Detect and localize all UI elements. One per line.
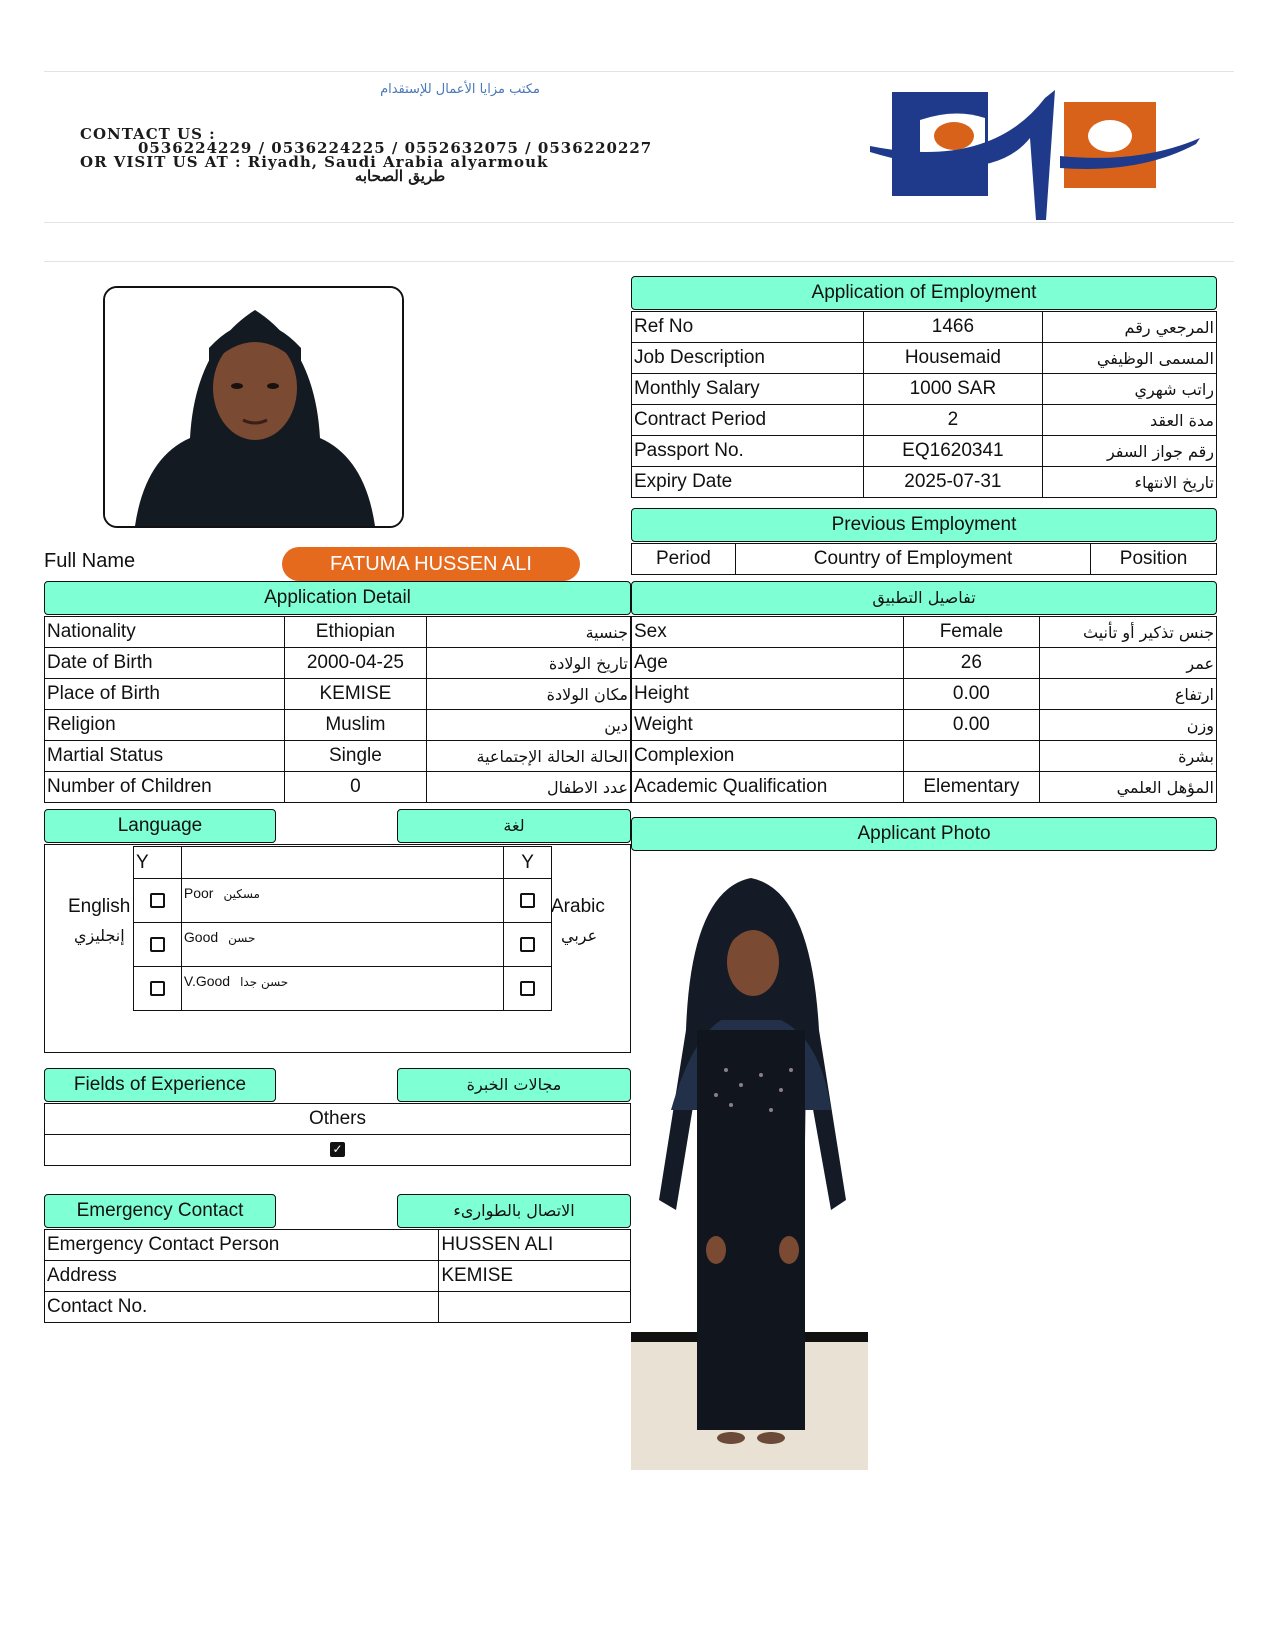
row-label: Martial Status [45, 741, 285, 772]
row-label: Date of Birth [45, 648, 285, 679]
level-label: Good [183, 929, 219, 945]
row-label-ar: دين [427, 710, 631, 741]
experience-check-cell [45, 1135, 631, 1166]
row-label: Sex [632, 617, 904, 648]
level-label-ar: مسكين [223, 887, 260, 901]
employment-table [631, 311, 1217, 498]
others-checkbox[interactable]: ✓ [330, 1142, 345, 1157]
column-y-english: Y [134, 847, 182, 879]
table-row [632, 343, 1217, 374]
experience-header-ar: مجالات الخبرة [397, 1068, 631, 1102]
table-row [134, 879, 552, 923]
row-label-ar: تاريخ الولادة [427, 648, 631, 679]
row-value: KEMISE [284, 679, 427, 710]
portrait-image [105, 288, 402, 526]
level-label: Poor [183, 885, 214, 901]
row-value: 0.00 [903, 710, 1040, 741]
table-row [45, 772, 631, 803]
emergency-header: Emergency Contact [44, 1194, 276, 1228]
row-value [439, 1292, 631, 1323]
row-label-ar: المرجعي رقم [1043, 312, 1217, 343]
contact-address: OR VISIT US AT : Riyadh, Saudi Arabia alyarmouk [80, 153, 549, 171]
row-value: 2025-07-31 [863, 467, 1043, 498]
table-row [45, 679, 631, 710]
row-label: Job Description [632, 343, 864, 374]
row-label-ar: جنسية [427, 617, 631, 648]
row-value: EQ1620341 [863, 436, 1043, 467]
contact-info [80, 127, 800, 183]
row-value [903, 741, 1040, 772]
row-value: Elementary [903, 772, 1040, 803]
row-label: Height [632, 679, 904, 710]
row-value: Muslim [284, 710, 427, 741]
row-label: Nationality [45, 617, 285, 648]
applicant-photo-header: Applicant Photo [631, 817, 1217, 851]
english-good-checkbox[interactable] [150, 937, 165, 952]
row-label: Monthly Salary [632, 374, 864, 405]
contact-phones: 0536224229 / 0536224225 / 0552632075 / 0536220227 [138, 139, 653, 157]
experience-header: Fields of Experience [44, 1068, 276, 1102]
table-row [632, 741, 1217, 772]
level-label-ar: حسن [228, 931, 256, 945]
table-row [45, 710, 631, 741]
row-label: Complexion [632, 741, 904, 772]
contact-line-1: CONTACT US : [80, 125, 216, 143]
level-label-ar: حسن جدا [240, 975, 289, 989]
row-value: 0.00 [903, 679, 1040, 710]
row-label: Contact No. [45, 1292, 439, 1323]
contact-street: طريق الصحابه [354, 167, 446, 185]
row-label: Religion [45, 710, 285, 741]
arabic-poor-checkbox[interactable] [520, 893, 535, 908]
candidate-portrait [103, 286, 404, 528]
english-label-ar: إنجليزي [74, 926, 125, 945]
application-detail-right-table [631, 616, 1217, 803]
table-row [632, 648, 1217, 679]
table-row [632, 772, 1217, 803]
section-rule [44, 261, 1234, 262]
experience-field-others: Others [45, 1104, 631, 1135]
arabic-good-cell [504, 923, 552, 967]
office-logo [870, 78, 1215, 220]
table-row [632, 617, 1217, 648]
arabic-label-ar: عربي [561, 926, 598, 945]
row-value: Housemaid [863, 343, 1043, 374]
row-label: Expiry Date [632, 467, 864, 498]
language-header: Language [44, 809, 276, 843]
row-label-ar: عدد الاطفال [427, 772, 631, 803]
row-label-ar: مدة العقد [1043, 405, 1217, 436]
row-label: Weight [632, 710, 904, 741]
employment-header: Application of Employment [631, 276, 1217, 310]
row-value: 1000 SAR [863, 374, 1043, 405]
row-label-ar: جنس تذكير أو تأنيث [1040, 617, 1217, 648]
table-row [45, 1261, 631, 1292]
row-label: Academic Qualification [632, 772, 904, 803]
english-poor-cell [134, 879, 182, 923]
table-row [632, 405, 1217, 436]
row-label: Ref No [632, 312, 864, 343]
row-label-ar: مكان الولادة [427, 679, 631, 710]
full-name-value: FATUMA HUSSEN ALI [282, 547, 580, 581]
row-label: Number of Children [45, 772, 285, 803]
arabic-good-checkbox[interactable] [520, 937, 535, 952]
arabic-vgood-checkbox[interactable] [520, 981, 535, 996]
row-label-ar: تاريخ الانتهاء [1043, 467, 1217, 498]
column-y-arabic: Y [504, 847, 552, 879]
level-vgood [181, 967, 503, 1011]
row-label: Place of Birth [45, 679, 285, 710]
row-value: 2000-04-25 [284, 648, 427, 679]
row-label-ar: عمر [1040, 648, 1217, 679]
row-value: KEMISE [439, 1261, 631, 1292]
applicant-full-photo [631, 870, 868, 1470]
table-row [45, 1104, 631, 1135]
table-row [632, 436, 1217, 467]
application-detail-left-table [44, 616, 631, 803]
level-good [181, 923, 503, 967]
row-value: Ethiopian [284, 617, 427, 648]
row-label-ar: وزن [1040, 710, 1217, 741]
arabic-vgood-cell [504, 967, 552, 1011]
row-label-ar: المسمى الوظيفي [1043, 343, 1217, 374]
table-row [45, 1135, 631, 1166]
table-row [632, 679, 1217, 710]
previous-employment-table [631, 543, 1217, 575]
table-header-row [632, 544, 1217, 575]
english-vgood-cell [134, 967, 182, 1011]
row-label-ar: رقم جواز السفر [1043, 436, 1217, 467]
row-label: Age [632, 648, 904, 679]
english-vgood-checkbox[interactable] [150, 981, 165, 996]
row-label-ar: المؤهل العلمي [1040, 772, 1217, 803]
column-position: Position [1091, 544, 1217, 575]
table-row [632, 312, 1217, 343]
header-bottom-rule [44, 222, 1234, 223]
table-row [134, 923, 552, 967]
row-value: Single [284, 741, 427, 772]
english-label: English [68, 896, 131, 917]
table-row [632, 710, 1217, 741]
level-poor [181, 879, 503, 923]
row-value: 0 [284, 772, 427, 803]
row-label: Emergency Contact Person [45, 1230, 439, 1261]
table-header-row [134, 847, 552, 879]
arabic-poor-cell [504, 879, 552, 923]
row-label-ar: ارتفاع [1040, 679, 1217, 710]
application-detail-header: Application Detail [44, 581, 631, 615]
header-top-rule [44, 71, 1234, 72]
english-poor-checkbox[interactable] [150, 893, 165, 908]
row-value: 1466 [863, 312, 1043, 343]
table-row [45, 1230, 631, 1261]
row-label-ar: الحالة الحالة الإجتماعية [427, 741, 631, 772]
table-row [45, 1292, 631, 1323]
language-table [133, 846, 552, 1011]
previous-employment-header: Previous Employment [631, 508, 1217, 542]
row-label-ar: راتب شهري [1043, 374, 1217, 405]
application-detail-header-ar: تفاصيل التطبيق [631, 581, 1217, 615]
office-name: مكتب مزايا الأعمال للإستقدام [380, 82, 540, 97]
arabic-label: Arabic [551, 896, 605, 917]
row-label: Passport No. [632, 436, 864, 467]
row-value: 26 [903, 648, 1040, 679]
table-row [45, 617, 631, 648]
emergency-table [44, 1229, 631, 1323]
row-value: 2 [863, 405, 1043, 436]
english-good-cell [134, 923, 182, 967]
table-row [45, 648, 631, 679]
experience-table [44, 1103, 631, 1166]
level-label: V.Good [183, 973, 231, 989]
emergency-header-ar: الاتصال بالطوارىء [397, 1194, 631, 1228]
table-row [134, 967, 552, 1011]
full-name-label: Full Name [44, 550, 136, 572]
table-row [632, 374, 1217, 405]
row-label: Contract Period [632, 405, 864, 436]
row-label-ar: بشرة [1040, 741, 1217, 772]
row-value: HUSSEN ALI [439, 1230, 631, 1261]
column-country: Country of Employment [735, 544, 1090, 575]
language-header-ar: لغة [397, 809, 631, 843]
row-value: Female [903, 617, 1040, 648]
column-level [181, 847, 503, 879]
table-row [632, 467, 1217, 498]
row-label: Address [45, 1261, 439, 1292]
table-row [45, 741, 631, 772]
column-period: Period [632, 544, 736, 575]
